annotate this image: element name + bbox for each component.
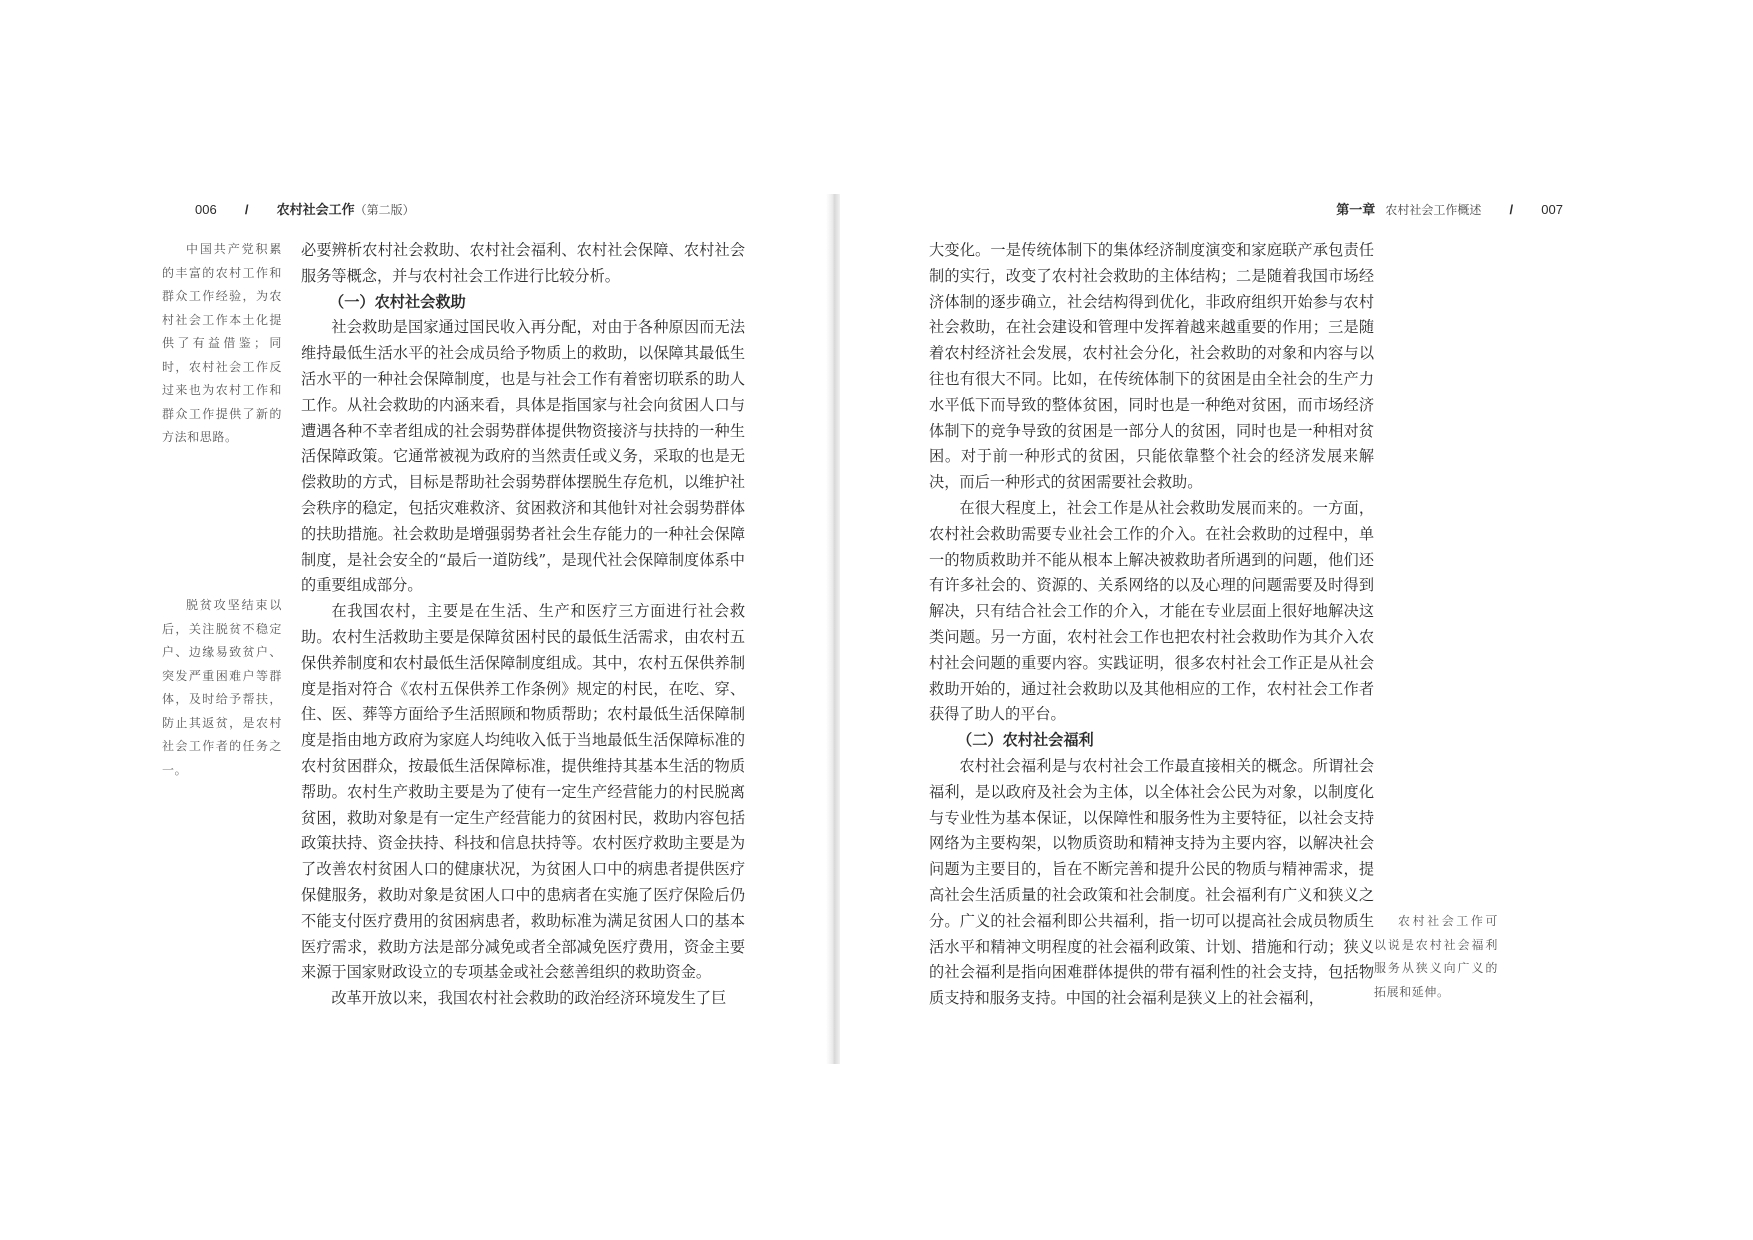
continued-paragraph: 大变化。一是传统体制下的集体经济制度演变和家庭联产承包责任制的实行，改变了农村社会救助的主体结构；二是随着我国市场经济体制的逐步确立，社会结构得到优化，非政府组织开始参与农村社会救助，在社会建设和管理中发挥着越来越重要的作用；三是随着农村经济社会发展，农村社会分化，社会救助的对象和内容与以往也有很大不同。比如，在传统体制下的贫困是由全社会的生产力水平低下而导致的整体贫困，同时也是一种绝对贫困，而市场经济体制下的竞争导致的贫困是一部分人的贫困，同时也是一种相对贫困。对于前一种形式的贫困，只能依靠整个社会的经济发展来解决，而后一种形式的贫困需要社会救助。 <box>929 241 1374 492</box>
margin-note-text: 中国共产党积累的丰富的农村工作和群众工作经验，为农村社会工作本土化提供了有益借鉴；同时，农村社会工作反过来也为农村工作和群众工作提供了新的方法和思路。 <box>162 242 282 444</box>
section-heading-rural-social-welfare: （二）农村社会福利 <box>957 731 1094 750</box>
left-page-header <box>195 199 415 218</box>
margin-note <box>162 238 282 450</box>
margin-note <box>162 594 282 782</box>
book-title: 农村社会工作 <box>276 203 355 218</box>
chapter-title: 农村社会工作概述 <box>1385 203 1482 217</box>
header-separator: / <box>1509 202 1514 217</box>
right-page-body <box>929 238 1374 1012</box>
body-paragraph: 改革开放以来，我国农村社会救助的政治经济环境发生了巨 <box>331 989 727 1008</box>
margin-note-text: 农村社会工作可以说是农村社会福利服务从狭义向广义的拓展和延伸。 <box>1374 914 1498 999</box>
body-paragraph: 在我国农村，主要是在生活、生产和医疗三方面进行社会救助。农村生活救助主要是保障贫困村民的最低生活需求，由农村五保供养制度和农村最低生活保障制度组成。其中，农村五保供养制度是指对符合《农村五保供养工作条例》规定的村民，在吃、穿、住、医、葬等方面给予生活照顾和物质帮助；农村最低生活保障制度是指由地方政府为家庭人均纯收入低于当地最低生活保障标准的农村贫困群众，按最低生活保障标准，提供维持其基本生活的物质帮助。农村生产救助主要是为了使有一定生产经营能力的村民脱离贫困，救助对象是有一定生产经营能力的贫困村民，救助内容包括政策扶持、资金扶持、科技和信息扶持等。农村医疗救助主要是为了改善农村贫困人口的健康状况，为贫困人口中的病患者提供医疗保健服务，救助对象是贫困人口中的患病者在实施了医疗保险后仍不能支付医疗费用的贫困病患者，救助标准为满足贫困人口的基本医疗需求，救助方法是部分减免或者全部减免医疗费用，资金主要来源于国家财政设立的专项基金或社会慈善组织的救助资金。 <box>301 602 745 982</box>
section-heading-rural-social-assistance: （一）农村社会救助 <box>329 292 466 311</box>
chapter-number: 第一章 <box>1336 203 1376 218</box>
left-page <box>0 0 830 1240</box>
left-page-body <box>301 238 745 1012</box>
margin-note-text: 脱贫攻坚结束以后，关注脱贫不稳定户、边缘易致贫户、突发严重困难户等群体，及时给予帮扶，防止其返贫，是农村社会工作者的任务之一。 <box>162 598 282 777</box>
body-paragraph: 农村社会福利是与农村社会工作最直接相关的概念。所谓社会福利，是以政府及社会为主体，以全体社会公民为对象，以制度化与专业性为基本保证，以保障性和服务性为主要特征，以社会支持网络为主要构架，以物质资助和精神支持为主要内容，以解决社会问题为主要目的，旨在不断完善和提升公民的物质与精神需求，提高社会生活质量的社会政策和社会制度。社会福利有广义和狭义之分。广义的社会福利即公共福利，指一切可以提高社会成员物质生活水平和精神文明程度的社会福利政策、计划、措施和行动；狭义的社会福利是指向困难群体提供的带有福利性的社会支持，包括物质支持和服务支持。中国的社会福利是狭义上的社会福利， <box>929 756 1374 1008</box>
book-edition: （第二版） <box>354 203 415 217</box>
header-separator: / <box>244 202 249 217</box>
body-paragraph: 在很大程度上，社会工作是从社会救助发展而来的。一方面，农村社会救助需要专业社会工作的介入。在社会救助的过程中，单一的物质救助并不能从根本上解决被救助者所遇到的问题，他们还有许多社会的、资源的、关系网络的以及心理的问题需要及时得到解决，只有结合社会工作的介入，才能在专业层面上很好地解决这类问题。另一方面，农村社会工作也把农村社会救助作为其介入农村社会问题的重要内容。实践证明，很多农村社会工作正是从社会救助开始的，通过社会救助以及其他相应的工作，农村社会工作者获得了助人的平台。 <box>929 498 1374 724</box>
margin-note <box>1374 910 1498 1004</box>
intro-paragraph: 必要辨析农村社会救助、农村社会福利、农村社会保障、农村社会服务等概念，并与农村社会工作进行比较分析。 <box>301 241 745 285</box>
page-number: 006 <box>195 202 217 217</box>
right-page-header <box>1336 199 1563 218</box>
right-page <box>830 0 1753 1240</box>
page-number: 007 <box>1541 202 1563 217</box>
body-paragraph: 社会救助是国家通过国民收入再分配，对由于各种原因而无法维持最低生活水平的社会成员给予物质上的救助，以保障其最低生活水平的一种社会保障制度，也是与社会工作有着密切联系的助人工作。从社会救助的内涵来看，具体是指国家与社会向贫困人口与遭遇各种不幸者组成的社会弱势群体提供物资接济与扶持的一种生活保障政策。它通常被视为政府的当然责任或义务，采取的也是无偿救助的方式，目标是帮助社会弱势群体摆脱生存危机，以维护社会秩序的稳定，包括灾难救济、贫困救济和其他针对社会弱势群体的扶助措施。社会救助是增强弱势者社会生存能力的一种社会保障制度，是社会安全的“最后一道防线”，是现代社会保障制度体系中的重要组成部分。 <box>301 318 745 595</box>
